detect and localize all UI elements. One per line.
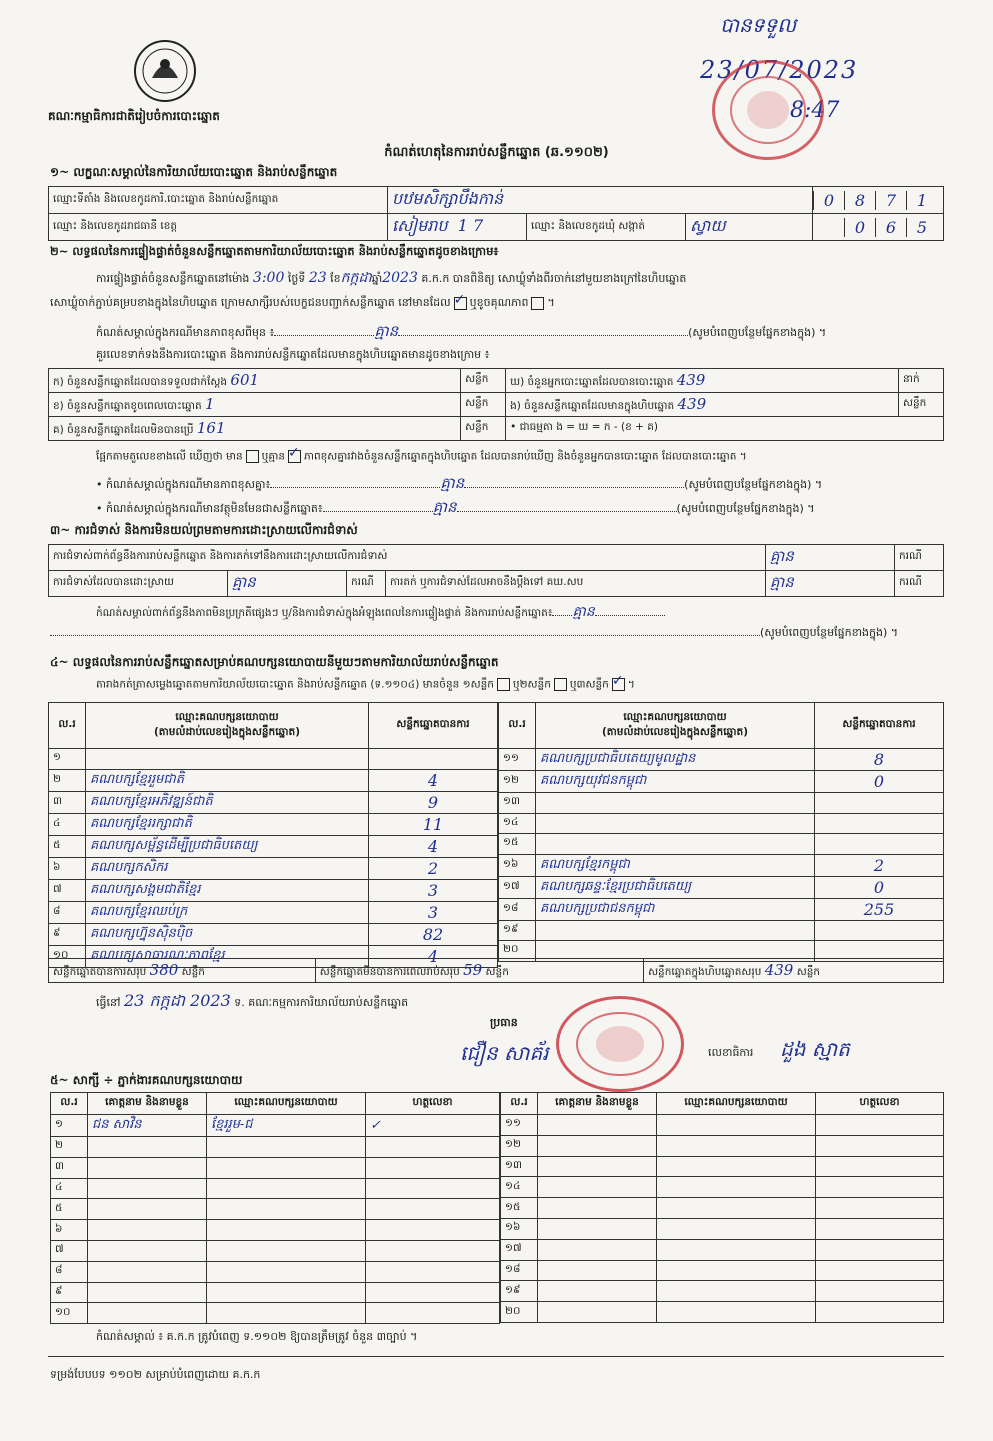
witness-no-cell: ២០ <box>501 1302 538 1323</box>
witness-no-cell: ៣ <box>51 1157 88 1178</box>
sheets-3-checkbox[interactable] <box>612 678 625 691</box>
witness-party-cell <box>207 1261 366 1282</box>
witness-row <box>501 1302 944 1323</box>
vote-no-cell: ១០ <box>49 945 86 967</box>
vote-no-cell: ១៩ <box>499 920 536 941</box>
vote-no-cell: ២ <box>49 769 86 791</box>
vote-party-cell: គណបក្សខ្មែររួមជាតិ <box>86 769 369 791</box>
count-c-label: គ) ចំនួនសន្លឹកឆ្នោតដែលមិនបានប្រើ 161 <box>49 417 461 441</box>
vote-party-cell: គណបក្សឆន្ទៈខ្មែរប្រជាធិបតេយ្យ <box>536 876 815 898</box>
votes-table-right: ល.រ ឈ្មោះគណបក្សនយោបាយ (តាមលំដាប់លេខរៀងក្នុងសន្លឹកឆ្នោត) សន្លឹកឆ្នោតបានការ ១១ គណបក្សប្រជាធិបតេយ្យមូលដ្ឋាន 8 ១២ គណបក្សយុវជនកម្ពុជា 0 ១៣ ១៤ ១៥ ១៦ គណបក្សខ្មែរកម្ពុជា 2 ១៧ គណបក្សឆន្ទៈខ្មែរប្រជាធិបតេយ្យ 0 ១៨ គណបក្សប្រជាជនកម្ពុជា 255 ១៩ ២០ <box>498 702 944 962</box>
vote-party-cell: គណបក្សយុវជនកម្ពុជា <box>536 771 815 793</box>
objections-table: ការជំទាស់ពាក់ព័ន្ធនឹងការរាប់សន្លឹកឆ្នោត និងការតក់ទៅនឹងការដោះស្រាយលើការជំទាស់ គ្មាន ករណី ការជំទាស់ដែលបានដោះស្រាយ គ្មាន ករណី ការតក់ ឬការជំទាស់ដែលអាចនឹងប្តឹងទៅ គឃ.សប គ្មាន ករណី <box>48 544 944 597</box>
vote-no-cell: ១៦ <box>499 854 536 876</box>
count-formula: • ជាធម្មតា ង = ឃ = ក - (ខ + គ) <box>506 417 944 441</box>
witness-row <box>501 1281 944 1302</box>
damaged-checkbox[interactable] <box>531 297 544 310</box>
witness-row <box>51 1261 500 1282</box>
witness-name-cell <box>538 1260 657 1281</box>
witness-no-cell: ១ <box>51 1115 88 1137</box>
witness-name-cell <box>88 1178 207 1199</box>
witness-name-cell <box>538 1198 657 1219</box>
witness-sign-cell <box>816 1156 944 1177</box>
vote-votes-cell: 4 <box>369 835 498 857</box>
witness-sign-cell <box>366 1261 500 1282</box>
witness-row <box>51 1240 500 1261</box>
witness-name-cell <box>538 1156 657 1177</box>
vote-no-cell: ៦ <box>49 857 86 879</box>
vote-party-cell: គណបក្សខ្មែរឈប់ក្រ <box>86 901 369 923</box>
commune-code: 0 6 5 <box>813 214 944 241</box>
sheets-2-checkbox[interactable] <box>554 678 567 691</box>
section2-intro: គួរលេខទាក់ទងនឹងការបោះឆ្នោត និងការរាប់សន្លឹកឆ្នោតដែលមានក្នុងហិបឆ្នោតមានដូចខាងក្រោម ៖ <box>96 348 490 361</box>
vote-no-cell: ៣ <box>49 791 86 813</box>
section3-note: កំណត់សម្គាល់ពាក់ព័ន្ធនឹងភាពមិនប្រក្រតីផ្សេងៗ ឬ/និងការជំទាស់ក្នុងអំឡុងពេលនៃការផ្ទៀងផ្ទាត់ និងការរាប់សន្លឹកឆ្នោត៖ គ្មាន <box>96 602 665 623</box>
difference-check: ផ្អែកតាមតួលេខខាងលើ ឃើញថា មាន ឬគ្មាន✓ ភាពខុសគ្នារវាងចំនួនសន្លឹកឆ្នោតក្នុងហិបឆ្នោត ដែលបានរាប់ឃើញ និងចំនួនអ្នកបានបោះឆ្នោត ដែលបានបោះឆ្នោត ។ <box>96 450 747 466</box>
witness-name-cell <box>88 1137 207 1158</box>
witness-name-cell <box>88 1282 207 1303</box>
vote-votes-cell <box>815 834 944 855</box>
witness-no-cell: ៨ <box>51 1261 88 1282</box>
vote-party-cell: គណបក្សខ្មែររក្សាជាតិ <box>86 813 369 835</box>
witness-no-cell: ៦ <box>51 1220 88 1241</box>
witness-sign-cell <box>816 1302 944 1323</box>
location-code: 0 8 7 1 <box>813 187 944 214</box>
vote-row <box>499 876 944 898</box>
witness-sign-cell <box>816 1218 944 1239</box>
witness-row <box>51 1303 500 1324</box>
vote-votes-cell: 4 <box>369 945 498 967</box>
vote-party-cell: គណបក្សកសិករ <box>86 857 369 879</box>
vote-party-cell <box>536 813 815 834</box>
resolved-count: គ្មាន <box>228 571 347 597</box>
witness-no-cell: ១៥ <box>501 1198 538 1219</box>
vote-party-cell: គណបក្សខ្មែរអភិវឌ្ឍន៍ជាតិ <box>86 791 369 813</box>
intact-checkbox[interactable] <box>454 297 467 310</box>
vote-votes-cell: 11 <box>369 813 498 835</box>
commune-label: ឈ្មោះ និងលេខកូដឃុំ សង្កាត់ <box>527 214 686 241</box>
witness-row <box>51 1115 500 1137</box>
vote-votes-cell <box>369 749 498 770</box>
vote-party-cell: គណបក្សប្រជាជនកម្ពុជា <box>536 898 815 920</box>
form-title: កំណត់ហេតុនៃការរាប់សន្លឹកឆ្នោត (ឆ.១១០២) <box>384 145 609 160</box>
witness-party-cell <box>207 1303 366 1324</box>
vote-row <box>499 771 944 793</box>
secretary-label: លេខាធិការ <box>708 1046 754 1059</box>
witness-sign-cell <box>366 1240 500 1261</box>
witness-name-cell <box>88 1199 207 1220</box>
footer-note: កំណត់សម្គាល់ ៖ គ.ក.ក ត្រូវបំពេញ ទ.១១០២ ឱ្យបានត្រឹមត្រូវ ចំនួន ៣ច្បាប់ ។ <box>96 1330 418 1343</box>
witness-name-cell <box>538 1135 657 1156</box>
witness-party-cell <box>657 1281 816 1302</box>
commune-value: ស្វាយ <box>686 214 813 241</box>
witness-no-cell: ៩ <box>51 1282 88 1303</box>
section2-title: ២~ លទ្ធផលនៃការផ្ទៀងផ្ទាត់ចំនួនសន្លឹកឆ្នោតតាមការិយាល័យបោះឆ្នោត និងរាប់សន្លឹកឆ្នោតដូចខាងក្រោម៖ <box>50 244 499 258</box>
vote-row <box>499 793 944 814</box>
vote-row <box>499 749 944 771</box>
witness-table-right: ល.រ គោត្តនាម និងនាមខ្លួន ឈ្មោះគណបក្សនយោបាយ ហត្ថលេខា ១១ ១២ ១៣ ១៤ ១៥ ១៦ ១៧ ១៨ ១៩ ២០ <box>500 1092 944 1323</box>
witness-no-cell: ១១ <box>501 1115 538 1136</box>
witness-row <box>501 1115 944 1136</box>
witness-no-cell: ១៨ <box>501 1260 538 1281</box>
vote-row <box>49 749 498 770</box>
count-d-label: ឃ) ចំនួនអ្នកបោះឆ្នោតដែលបានបោះឆ្នោត 439 <box>506 369 899 393</box>
vote-row <box>499 854 944 876</box>
witness-name-cell <box>538 1115 657 1136</box>
diff-no-checkbox[interactable] <box>288 450 301 463</box>
witness-row <box>501 1177 944 1198</box>
bullet2: • កំណត់សម្គាល់ក្នុងករណីមានវត្ថុមិនមែនជាសន្លឹកឆ្នោត៖ គ្មាន (សូមបំពេញបន្ថែមផ្នែកខាងក្នុង) ។ <box>96 498 815 516</box>
witness-no-cell: ១៩ <box>501 1281 538 1302</box>
vote-no-cell: ១៧ <box>499 876 536 898</box>
vote-row <box>49 857 498 879</box>
vote-party-cell <box>536 834 815 855</box>
vote-party-cell: គណបក្សសង្គមជាតិខ្មែរ <box>86 879 369 901</box>
witness-name-cell: ជន សាវិន <box>88 1115 207 1137</box>
section2-note: កំណត់សម្គាល់ក្នុងករណីមានភាពខុសពីមុន ៖ គ្មាន (សូមបំពេញបន្ថែមផ្នែកខាងក្នុង) ។ <box>96 322 827 340</box>
witness-party-cell <box>207 1157 366 1178</box>
witness-no-cell: ១៣ <box>501 1156 538 1177</box>
vote-row <box>499 834 944 855</box>
section3-hint: (សូមបំពេញបន្ថែមផ្នែកខាងក្នុង) ។ <box>50 626 944 642</box>
vote-no-cell: ១២ <box>499 771 536 793</box>
count-e-label: ង) ចំនួនសន្លឹកឆ្នោតដែលមានក្នុងហិបឆ្នោត 439 <box>506 393 899 417</box>
secretary-signature: ដួង ស្មាត <box>780 1037 850 1061</box>
witness-party-cell <box>657 1239 816 1260</box>
witness-sign-cell <box>816 1239 944 1260</box>
witness-row <box>51 1157 500 1178</box>
witness-row <box>501 1260 944 1281</box>
vote-party-cell: គណបក្សសម្ព័ន្ធដើម្បីប្រជាធិបតេយ្យ <box>86 835 369 857</box>
witness-sign-cell <box>816 1198 944 1219</box>
witness-sign-cell <box>366 1220 500 1241</box>
section5-title: ៥~ សាក្សី ÷ ភ្នាក់ងារគណបក្សនយោបាយ <box>50 1073 243 1087</box>
total-valid: សន្លឹកឆ្នោតបានការសរុប 380 សន្លឹក <box>49 959 316 983</box>
witness-row <box>501 1239 944 1260</box>
witness-party-cell <box>657 1198 816 1219</box>
footer-bottom: ទម្រង់បែបបទ ១១០២ សម្រាប់បំពេញដោយ គ.ក.ក <box>50 1368 261 1381</box>
vote-votes-cell <box>815 920 944 941</box>
vote-row <box>49 813 498 835</box>
witness-party-cell: ខ្មែររួម-ជ <box>207 1115 366 1137</box>
witness-party-cell <box>657 1260 816 1281</box>
witness-row <box>51 1282 500 1303</box>
vote-row <box>499 813 944 834</box>
vote-party-cell: គណបក្សសាធារណៈភាពខ្មែរ <box>86 945 369 967</box>
total-invalid: សន្លឹកឆ្នោតមិនបានការពេលរាប់សរុប 59 សន្លឹក <box>315 959 643 983</box>
witness-sign-cell <box>366 1282 500 1303</box>
witness-no-cell: ៤ <box>51 1178 88 1199</box>
vote-row <box>49 791 498 813</box>
vote-no-cell: ១៤ <box>499 813 536 834</box>
vote-no-cell: ១៨ <box>499 898 536 920</box>
bullet1: • កំណត់សម្គាល់ក្នុងករណីមានភាពខុសគ្នា៖ គ្មាន (សូមបំពេញបន្ថែមផ្នែកខាងក្នុង) ។ <box>96 474 823 492</box>
vote-votes-cell: 255 <box>815 898 944 920</box>
witness-party-cell <box>207 1282 366 1303</box>
vote-row <box>49 901 498 923</box>
objection-count: គ្មាន <box>766 545 895 571</box>
vote-no-cell: ៨ <box>49 901 86 923</box>
location-value: បឋមសិក្សាបឹងកាន់ <box>388 187 813 214</box>
vote-party-cell <box>536 793 815 814</box>
vote-no-cell: ១៣ <box>499 793 536 814</box>
vote-no-cell: ១១ <box>499 749 536 771</box>
vote-votes-cell: 0 <box>815 876 944 898</box>
count-a-label: ក) ចំនួនសន្លឹកឆ្នោតដែលបានទទួលជាក់ស្តែង 601 <box>49 369 461 393</box>
witness-party-cell <box>657 1218 816 1239</box>
witness-name-cell <box>538 1302 657 1323</box>
location-label: ឈ្មោះទីតាំង និងលេខកូដការិ.បោះឆ្នោត និងរាប់សន្លឹកឆ្នោត <box>49 187 388 214</box>
witness-no-cell: ១០ <box>51 1303 88 1324</box>
witness-no-cell: ១៧ <box>501 1239 538 1260</box>
section1-table <box>48 186 944 241</box>
vote-no-cell: ១ <box>49 749 86 770</box>
section2-para: ការផ្ទៀងផ្ទាត់ចំនួនសន្លឹកឆ្នោតនៅម៉ោង 3:00 ថ្ងៃទី 23 ខែកក្កដាឆ្នាំ2023 គ.ក.ក បានពិនិត្យ សោឃ្លុំទាំងពីរចាក់នៅមួយខាងក្រៅនៃហិបឆ្នោត <box>96 270 687 286</box>
witness-party-cell <box>207 1199 366 1220</box>
witness-name-cell <box>538 1218 657 1239</box>
section3-title: ៣~ ការជំទាស់ និងការមិនយល់ព្រមតាមការដោះស្រាយលើការជំទាស់ <box>50 523 358 537</box>
section2-para2: សោឃ្លុំចាក់ភ្ជាប់គម្របខាងក្នុងនៃហិបឆ្នោត ក្រោមសាក្សីរបស់បេក្ខជនបញ្ជាក់សន្លឹកឆ្នោត នៅមានដែល✓ ឬខូចគុណភាព ។ <box>50 296 555 312</box>
vote-votes-cell: 4 <box>369 769 498 791</box>
nec-emblem <box>132 38 198 104</box>
witness-row <box>51 1137 500 1158</box>
vote-no-cell: ៩ <box>49 923 86 945</box>
witness-row <box>51 1178 500 1199</box>
sheets-1-checkbox[interactable] <box>497 678 510 691</box>
witness-no-cell: ៧ <box>51 1240 88 1261</box>
province-label: ឈ្មោះ និងលេខកូដរាជធានី ខេត្ត <box>49 214 388 241</box>
witness-row <box>51 1199 500 1220</box>
witness-party-cell <box>657 1177 816 1198</box>
vote-votes-cell: 3 <box>369 901 498 923</box>
total-in-box: សន្លឹកឆ្នោតក្នុងហិបឆ្នោតសរុប 439 សន្លឹក <box>644 959 944 983</box>
witness-row <box>501 1198 944 1219</box>
witness-no-cell: ១២ <box>501 1135 538 1156</box>
count-b-label: ខ) ចំនួនសន្លឹកឆ្នោតខូចពេលបោះឆ្នោត 1 <box>49 393 461 417</box>
witness-party-cell <box>207 1137 366 1158</box>
witness-row <box>501 1156 944 1177</box>
vote-votes-cell: 82 <box>369 923 498 945</box>
received-label: បានទទួល <box>720 13 797 37</box>
witness-name-cell <box>88 1240 207 1261</box>
witness-table-left: ល.រ គោត្តនាម និងនាមខ្លួន ឈ្មោះគណបក្សនយោបាយ ហត្ថលេខា ១ ជន សាវិន ខ្មែររួម-ជ ✓ ២ ៣ ៤ ៥ ៦ ៧ ៨ ៩ ១០ <box>50 1092 500 1324</box>
footer-rule <box>48 1356 944 1357</box>
witness-no-cell: ១៤ <box>501 1177 538 1198</box>
votes-total-row <box>48 958 944 983</box>
vote-votes-cell: 9 <box>369 791 498 813</box>
president-signature: ជឿន សាគ័រ <box>460 1041 549 1065</box>
witness-sign-cell <box>816 1115 944 1136</box>
witness-sign-cell <box>816 1135 944 1156</box>
witness-sign-cell <box>816 1177 944 1198</box>
witness-party-cell <box>207 1220 366 1241</box>
witness-no-cell: ៥ <box>51 1199 88 1220</box>
vote-votes-cell: 3 <box>369 879 498 901</box>
witness-party-cell <box>657 1135 816 1156</box>
section1-title: ១~ លក្ខណៈសម្គាល់នៃការិយាល័យបោះឆ្នោត និងរាប់សន្លឹកឆ្នោត <box>50 165 338 179</box>
witness-no-cell: ១៦ <box>501 1218 538 1239</box>
counts-table: ក) ចំនួនសន្លឹកឆ្នោតដែលបានទទួលជាក់ស្តែង 601 សន្លឹក ឃ) ចំនួនអ្នកបោះឆ្នោតដែលបានបោះឆ្នោត 439 នាក់ ខ) ចំនួនសន្លឹកឆ្នោតខូចពេលបោះឆ្នោត 1 សន្លឹក ង) ចំនួនសន្លឹកឆ្នោតដែលមានក្នុងហិបឆ្នោត 439 សន្លឹក គ) ចំនួនសន្លឹកឆ្នោតដែលមិនបានប្រើ 161 សន្លឹក • ជាធម្មតា ង = ឃ = ក - (ខ + គ) <box>48 368 944 441</box>
vote-row <box>49 769 498 791</box>
vote-row <box>499 920 944 941</box>
vote-party-cell: គណបក្សខ្មែរកម្ពុជា <box>536 854 815 876</box>
witness-row <box>501 1135 944 1156</box>
witness-sign-cell <box>366 1303 500 1324</box>
vote-row <box>499 898 944 920</box>
vote-votes-cell: 2 <box>369 857 498 879</box>
vote-party-cell <box>86 749 369 770</box>
vote-party-cell: គណបក្សប្រជាធិបតេយ្យមូលដ្ឋាន <box>536 749 815 771</box>
appeal-count: គ្មាន <box>766 571 895 597</box>
vote-votes-cell <box>815 813 944 834</box>
witness-name-cell <box>88 1261 207 1282</box>
witness-name-cell <box>88 1303 207 1324</box>
witness-row <box>501 1218 944 1239</box>
witness-name-cell <box>88 1220 207 1241</box>
vote-no-cell: ៥ <box>49 835 86 857</box>
vote-no-cell: ២០ <box>499 941 536 962</box>
votes-table-left: ល.រ ឈ្មោះគណបក្សនយោបាយ (តាមលំដាប់លេខរៀងក្នុងសន្លឹកឆ្នោត) សន្លឹកឆ្នោតបានការ ១ ២ គណបក្សខ្មែររួមជាតិ 4 ៣ គណបក្សខ្មែរអភិវឌ្ឍន៍ជាតិ 9 ៤ គណបក្សខ្មែររក្សាជាតិ 11 ៥ គណបក្សសម្ព័ន្ធដើម្បីប្រជាធិបតេយ្យ 4 ៦ គណបក្សកសិករ 2 ៧ គណបក្សសង្គមជាតិខ្មែរ 3 ៨ គណបក្សខ្មែរឈប់ក្រ 3 ៩ គណបក្សហ្វ៊ុនស៊ិនប៉ិច 82 ១០ គណបក្សសាធារណៈភាពខ្មែរ 4 <box>48 702 498 968</box>
vote-no-cell: ៤ <box>49 813 86 835</box>
province-value: សៀមរាប 1 7 <box>388 214 527 241</box>
diff-yes-checkbox[interactable] <box>246 450 259 463</box>
witness-sign-cell <box>366 1137 500 1158</box>
witness-name-cell <box>88 1157 207 1178</box>
section4-title: ៤~ លទ្ធផលនៃការរាប់សន្លឹកឆ្នោតសម្រាប់គណបក្សនយោបាយនីមួយៗតាមការិយាល័យរាប់សន្លឹកឆ្នោត <box>50 655 499 669</box>
vote-no-cell: ៧ <box>49 879 86 901</box>
witness-sign-cell: ✓ <box>366 1115 500 1137</box>
witness-sign-cell <box>816 1260 944 1281</box>
witness-party-cell <box>657 1115 816 1136</box>
witness-name-cell <box>538 1239 657 1260</box>
received-date: 23/07/2023 <box>700 56 859 84</box>
vote-votes-cell: 2 <box>815 854 944 876</box>
witness-party-cell <box>657 1156 816 1177</box>
vote-votes-cell: 0 <box>815 771 944 793</box>
vote-party-cell <box>536 920 815 941</box>
vote-votes-cell <box>815 793 944 814</box>
witness-sign-cell <box>366 1178 500 1199</box>
witness-sign-cell <box>816 1281 944 1302</box>
president-label: ប្រធាន <box>490 1016 518 1029</box>
witness-name-cell <box>538 1281 657 1302</box>
vote-row <box>49 835 498 857</box>
vote-row <box>49 879 498 901</box>
witness-sign-cell <box>366 1199 500 1220</box>
vote-no-cell: ១៥ <box>499 834 536 855</box>
vote-party-cell: គណបក្សហ្វ៊ុនស៊ិនប៉ិច <box>86 923 369 945</box>
section4-intro: តារាងកត់ត្រាសម្លេងឆ្នោតតាមការិយាល័យបោះឆ្នោត និងរាប់សន្លឹកឆ្នោត (ទ.១១០៤) មានចំនួន ១សន្លឹក ឬ២សន្លឹក ឬ៣សន្លឹក✓ ។ <box>96 678 635 694</box>
done-line: ធ្វើនៅ 23 កក្កដា 2023 ទ. គណៈកម្មការការិយាល័យរាប់សន្លឹកឆ្នោត <box>96 991 409 1010</box>
witness-row <box>51 1220 500 1241</box>
witness-party-cell <box>207 1178 366 1199</box>
witness-sign-cell <box>366 1157 500 1178</box>
vote-votes-cell: 8 <box>815 749 944 771</box>
office-stamp <box>556 996 684 1092</box>
vote-row <box>49 923 498 945</box>
received-time: 8:47 <box>790 98 840 123</box>
org-name: គណៈកម្មាធិការជាតិរៀបចំការបោះឆ្នោត <box>48 109 220 123</box>
witness-name-cell <box>538 1177 657 1198</box>
witness-party-cell <box>207 1240 366 1261</box>
witness-no-cell: ២ <box>51 1137 88 1158</box>
witness-party-cell <box>657 1302 816 1323</box>
